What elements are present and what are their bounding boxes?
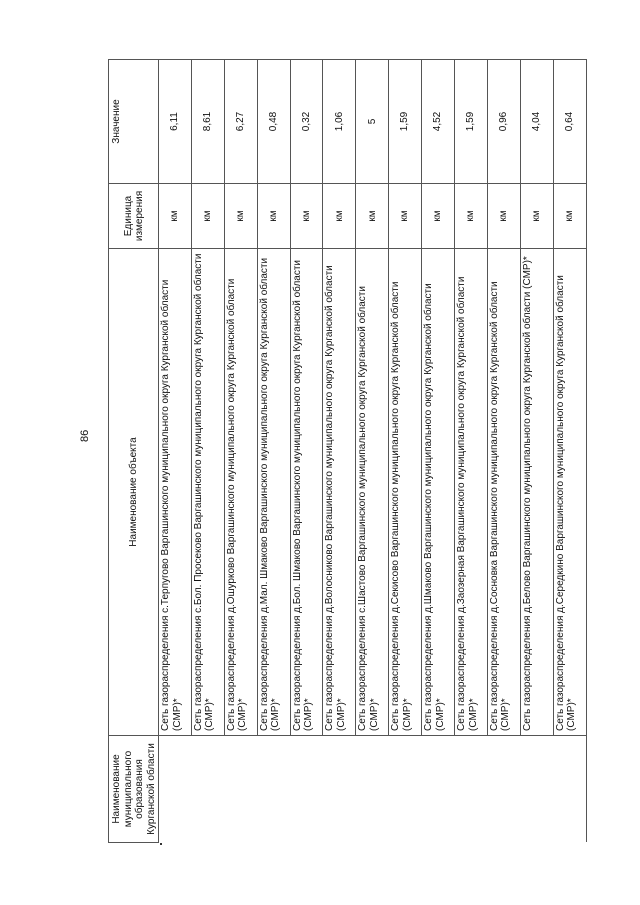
page-number: 86: [79, 429, 91, 442]
unit-cell: км: [487, 184, 520, 249]
unit-cell: км: [553, 184, 586, 249]
value-cell: 4,52: [422, 60, 455, 184]
stray-mark: [160, 843, 162, 845]
object-name-cell: Сеть газораспределения с.Терпугово Варгашинского муниципального округа Курганской области (СМР)*: [159, 249, 192, 736]
table-body: [159, 60, 587, 843]
unit-cell: км: [257, 184, 290, 249]
unit-cell: км: [356, 184, 389, 249]
value-cell: 8,61: [191, 60, 224, 184]
value-cell: 0,64: [553, 60, 586, 184]
value-cell: 0,32: [290, 60, 323, 184]
unit-cell: км: [422, 184, 455, 249]
value-cell: 0,96: [487, 60, 520, 184]
unit-cell: км: [191, 184, 224, 249]
municipality-cell: [159, 736, 587, 843]
object-name-cell: Сеть газораспределения с.Бол. Просеково Варгашинского муниципального округа Курганской области (СМР)*: [191, 249, 224, 736]
unit-cell: км: [159, 184, 192, 249]
object-name-cell: Сеть газораспределения с.Шастово Варгашинского муниципального округа Курганской области (СМР)*: [356, 249, 389, 736]
value-cell: 0,48: [257, 60, 290, 184]
unit-cell: км: [224, 184, 257, 249]
rotated-table-container: [108, 60, 600, 843]
header-object-name: Наименование объекта: [109, 249, 159, 736]
table-row: [455, 60, 488, 843]
value-cell: 1,59: [389, 60, 422, 184]
header-value: Значение: [109, 60, 159, 184]
table-row: [159, 60, 192, 843]
table-row: [389, 60, 422, 843]
unit-cell: км: [290, 184, 323, 249]
table-row: [290, 60, 323, 843]
object-name-cell: Сеть газораспределения д.Середкино Варгашинского муниципального округа Курганской области (СМР)*: [553, 249, 586, 736]
value-cell: 4,04: [520, 60, 553, 184]
value-cell: 6,11: [159, 60, 192, 184]
object-name-cell: Сеть газораспределения д.Бол. Шмаково Варгашинского муниципального округа Курганской области (СМР)*: [290, 249, 323, 736]
object-name-cell: Сеть газораспределения д.Белово Варгашинского муниципального округа Курганской области (СМР)*: [520, 249, 553, 736]
header-unit: Единица измерения: [109, 184, 159, 249]
table-row: [323, 60, 356, 843]
table-row: [257, 60, 290, 843]
header-municipality: Наименование муниципального образования Курганской области: [109, 736, 159, 843]
table-header-row: [109, 60, 159, 843]
value-cell: 6,27: [224, 60, 257, 184]
unit-cell: км: [389, 184, 422, 249]
object-name-cell: Сеть газораспределения д.Секисово Варгашинского муниципального округа Курганской области (СМР)*: [389, 249, 422, 736]
object-name-cell: Сеть газораспределения д.Шмаково Варгашинского муниципального округа Курганской области (СМР)*: [422, 249, 455, 736]
value-cell: 1,59: [455, 60, 488, 184]
object-name-cell: Сеть газораспределения д.Волосниково Варгашинского муниципального округа Курганской области (СМР)*: [323, 249, 356, 736]
object-name-cell: Сеть газораспределения д.Мал. Шмаково Варгашинского муниципального округа Курганской области (СМР)*: [257, 249, 290, 736]
object-name-cell: Сеть газораспределения д.Сосновка Варгашинского муниципального округа Курганской области (СМР)*: [487, 249, 520, 736]
table-row: [224, 60, 257, 843]
object-name-cell: Сеть газораспределения д.Ошурково Варгашинского муниципального округа Курганской области (СМР)*: [224, 249, 257, 736]
object-name-cell: Сеть газораспределения д.Заозерная Варгашинского муниципального округа Курганской области (СМР)*: [455, 249, 488, 736]
unit-cell: км: [520, 184, 553, 249]
table-row: [422, 60, 455, 843]
unit-cell: км: [323, 184, 356, 249]
unit-cell: км: [455, 184, 488, 249]
table-row: [487, 60, 520, 843]
value-cell: 5: [356, 60, 389, 184]
gas-network-table: [108, 59, 587, 843]
value-cell: 1,06: [323, 60, 356, 184]
table-row: [520, 60, 553, 843]
table-row: [191, 60, 224, 843]
table-row: [356, 60, 389, 843]
table-row: [553, 60, 586, 843]
